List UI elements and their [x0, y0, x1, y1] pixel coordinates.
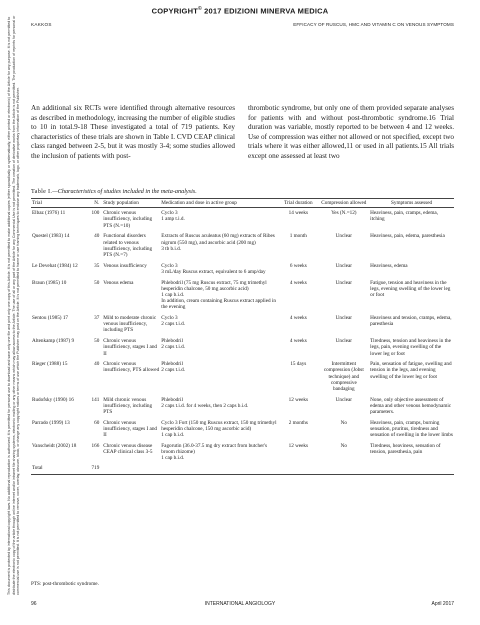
- cell-duration: 6 weeks: [289, 262, 307, 269]
- running-head-title: EFFICACY OF RUSCUS, HMC AND VITAMIN C ON VENOUS SYMPTOMS: [293, 22, 454, 27]
- page-number: 96: [31, 601, 37, 607]
- cell-compression: No: [340, 419, 347, 426]
- cell-trial: Braun (1985) 10: [32, 279, 67, 286]
- header-medication: Medication and dose in active group: [160, 199, 278, 208]
- table-body: [31, 208, 454, 475]
- copyright-suffix: 2017 EDIZIONI MINERVA MEDICA: [204, 6, 329, 16]
- table-row: [31, 359, 454, 395]
- cell-compression: Intermittent compression (Jobst technique) and compressive bandaging: [323, 361, 364, 393]
- cell-compression: Unclear: [335, 262, 353, 269]
- cell-medication: Phlebodril 2 caps t.i.d. for 4 weeks, then 2 caps b.i.d.: [161, 396, 249, 409]
- cell-trial: Altenkamp (1987) 9: [32, 338, 75, 345]
- copyright-prefix: COPYRIGHT: [151, 6, 198, 16]
- cell-medication: Fagorutin (36.0-37.5 mg dry extract from butcher's broom rhizome) 1 cap b.i.d.: [161, 443, 268, 462]
- cell-trial: Elbaz (1976) 11: [32, 210, 66, 217]
- cell-symptoms: None, only objective assessment of edema and other venous hemodynamic parameters.: [370, 396, 452, 416]
- table-total-row: [31, 464, 454, 474]
- cell-population: Venous edema: [103, 279, 134, 286]
- cell-symptoms: Tiredness, heaviness, sensation of tension, paresthesia, pain: [370, 443, 441, 456]
- cell-medication: Phlebodril 2 caps t.i.d.: [161, 361, 186, 374]
- cell-n: 50: [94, 279, 100, 286]
- cell-duration: 2 months: [288, 419, 308, 426]
- cell-duration: 14 weeks: [288, 210, 309, 217]
- cell-n: 35: [94, 262, 100, 269]
- cell-trial: Sentou (1985) 17: [32, 315, 69, 322]
- cell-trial: Questel (1983) 14: [32, 233, 70, 240]
- table-row: [31, 395, 454, 418]
- cell-symptoms: Heaviness, pain, cramps, edema, itching: [370, 210, 439, 223]
- cell-trial: Vanscheidt (2002) 18: [32, 443, 77, 449]
- cell-trial: Le Devehat (1984) 12: [32, 262, 78, 269]
- cell-medication: Cyclo 3 2 caps t.i.d.: [161, 315, 186, 328]
- issue-date: April 2017: [431, 601, 454, 607]
- body-right-column: thrombotic syndrome, but only one of them provided separate analyses for patients with and without post-thrombotic syndrome.16 Trial duration was variable, mostly reported to be between 4 and 12 weeks. Use of compression was either not allowed or not specified, except two trials where it was either allowed,11 or used in all patients.15 All trials except one assessed at least two: [248, 104, 454, 160]
- journal-name: INTERNATIONAL ANGIOLOGY: [204, 601, 276, 607]
- cell-population: Venous insufficiency: [103, 262, 147, 269]
- cell-symptoms: Pain, sensation of fatigue, swelling and tension in the legs, and evening swelling of the lower leg or foot: [370, 361, 452, 380]
- copyright-symbol: ©: [197, 6, 202, 12]
- header-compression: Compression allowed: [318, 199, 369, 208]
- cell-trial: Rudofsky (1990) 16: [32, 396, 74, 403]
- cell-population: Chronic venous disease CEAP clinical class 3-5: [103, 443, 153, 456]
- cell-population: Mild to moderate chronic venous insufficiency, including PTS: [103, 315, 157, 334]
- header-population: Study population: [100, 199, 160, 208]
- table-caption-text: —Characteristics of studies included in the meta-analysis.: [52, 188, 197, 195]
- cell-n: 37: [94, 315, 100, 322]
- cell-population: Chronic venous insufficiency, including PTS (N.=10): [103, 210, 153, 229]
- cell-population: Mild chronic venous insufficiency, including PTS: [103, 396, 153, 416]
- cell-n: 100: [91, 210, 100, 217]
- cell-duration: 12 weeks: [288, 443, 309, 449]
- cell-medication: Cyclo 3 3 mL/day Ruscus extract, equivalent to 6 amp/day: [161, 262, 266, 275]
- copyright-banner: [0, 6, 480, 16]
- cell-symptoms: Heaviness, pain, cramps, burning sensation, pruritus, tiredness and sensation of swelling in the lower limbs: [370, 419, 453, 439]
- cell-compression: No: [340, 443, 347, 449]
- cell-medication: Phlebodril (75 mg Ruscus extract, 75 mg trimethyl hesperidin chalcone, 50 mg ascorbic acid) 1 cap b.i.d. In addition, cream containing Ruscus extract applied in the evening: [161, 279, 276, 311]
- cell-n: 40: [94, 233, 100, 240]
- cell-compression: Yes (N.=12): [331, 210, 357, 217]
- cell-n: 50: [94, 338, 100, 345]
- cell-medication: Cyclo 3 1 amp t.i.d.: [161, 210, 185, 223]
- table-row: [31, 441, 454, 464]
- cell-symptoms: Heaviness, pain, edema, paresthesia: [370, 233, 445, 240]
- table-header-row: [31, 199, 454, 208]
- cell-compression: Unclear: [335, 338, 353, 345]
- total-value: 719: [87, 464, 100, 474]
- copyright-sidebar: [0, 0, 21, 625]
- cell-population: Chronic venous insufficiency, stages I and II: [103, 419, 158, 439]
- header-n: N.: [87, 199, 100, 208]
- cell-compression: Unclear: [335, 396, 353, 403]
- body-left-column: An additional six RCTs were identified through alternative resources as described in methodology, increasing the number of eligible studies to 10 in total.9-18 These investigated a total of 719 patients. Key characteristics of these trials are shown in Table I. CVD CEAP clinical class ranged between 2-5, but it was mostly 3-4; some studies allowed the inclusion of patients with post-: [31, 104, 235, 160]
- cell-duration: 4 weeks: [289, 279, 307, 286]
- cell-symptoms: Fatigue, tension and heaviness in the legs, evening swelling of the lower leg or foot: [370, 279, 451, 298]
- table-row: [31, 278, 454, 314]
- cell-population: Chronic venous insufficiency, stages I and II: [103, 338, 158, 357]
- cell-n: 60: [94, 419, 100, 426]
- table-caption-label: Table I.: [31, 188, 53, 195]
- cell-trial: Parrado (1999) 13: [32, 419, 70, 426]
- header-symptoms: Symptoms assessed: [369, 199, 454, 208]
- cell-trial: Rieger (1988) 15: [32, 361, 68, 368]
- cell-medication: Cyclo 3 Fort (150 mg Ruscus extract, 150 mg trimethyl hesperidin chalcone, 150 mg ascorbic acid) 1 cap b.i.d.: [161, 419, 277, 439]
- cell-compression: Unclear: [335, 279, 353, 286]
- cell-population: Chronic venous insufficiency, PTS allowed: [103, 361, 160, 374]
- table-footnote: PTS: post-thrombotic syndrome.: [31, 581, 99, 587]
- table-caption: [31, 188, 197, 195]
- header-duration: Trial duration: [278, 199, 318, 208]
- table-row: [31, 336, 454, 359]
- cell-n: 166: [91, 443, 100, 449]
- cell-duration: 15 days: [290, 361, 307, 368]
- cell-n: 141: [91, 396, 100, 403]
- header-trial: Trial: [31, 199, 87, 208]
- table-row: [31, 313, 454, 336]
- cell-compression: Unclear: [335, 233, 353, 240]
- cell-duration: 4 weeks: [289, 315, 307, 322]
- study-characteristics-table: [31, 198, 454, 475]
- cell-medication: Extracts of Ruscus aculeatus (60 mg) extracts of Ribes nigrum (550 mg), and ascorbic acid (200 mg) 3 tb b.i.d.: [161, 233, 275, 252]
- cell-duration: 12 weeks: [288, 396, 309, 403]
- cell-n: 40: [94, 361, 100, 368]
- cell-population: Functional disorders related to venous insufficiency, including PTS (N.=7): [103, 233, 153, 258]
- table-row: [31, 231, 454, 260]
- cell-symptoms: Tiredness, tension and heaviness in the legs, pain, evening swelling of the lower leg or foot: [370, 338, 451, 357]
- total-label: Total: [31, 464, 87, 474]
- cell-medication: Phlebodril 2 caps t.i.d.: [161, 338, 186, 351]
- table-row: [31, 261, 454, 278]
- table-row: [31, 208, 454, 232]
- copyright-notice-text: This document is protected by international copyright laws. No additional reproduction is authorized. It is permitted for personal use to download and save only one file and print only one copy of this Article. It is not permitted to make additional copies (either sporadically or systematically, either printed or electronic) of the Article for any purpose. It is not permitted to distribute the electronic copy of the article through online internet and/or intranet file sharing systems, electronic mailing or any other means which may allow access to the Article. The use of all or any part of the Article for any Commercial Use is not permitted. The creation of derivative works from the Article is not permitted. The production of reprints for personal or commercial use is not permitted. It is not permitted to remove, cover, overlay, obscure, block, or change any copyright notices or terms of use which the Publisher may post on the Article. It is not permitted to frame or use framing techniques to enclose any trademark, logo, or other proprietary information of the Publisher.: [7, 15, 21, 595]
- cell-duration: 1 month: [289, 233, 307, 240]
- cell-symptoms: Heaviness, edema: [370, 262, 408, 269]
- cell-duration: 4 weeks: [289, 338, 307, 345]
- cell-symptoms: Heaviness and tension, cramps, edema, paresthesia: [370, 315, 452, 328]
- cell-compression: Unclear: [335, 315, 353, 322]
- running-head-author: KAKKOS: [31, 22, 52, 27]
- table-row: [31, 418, 454, 441]
